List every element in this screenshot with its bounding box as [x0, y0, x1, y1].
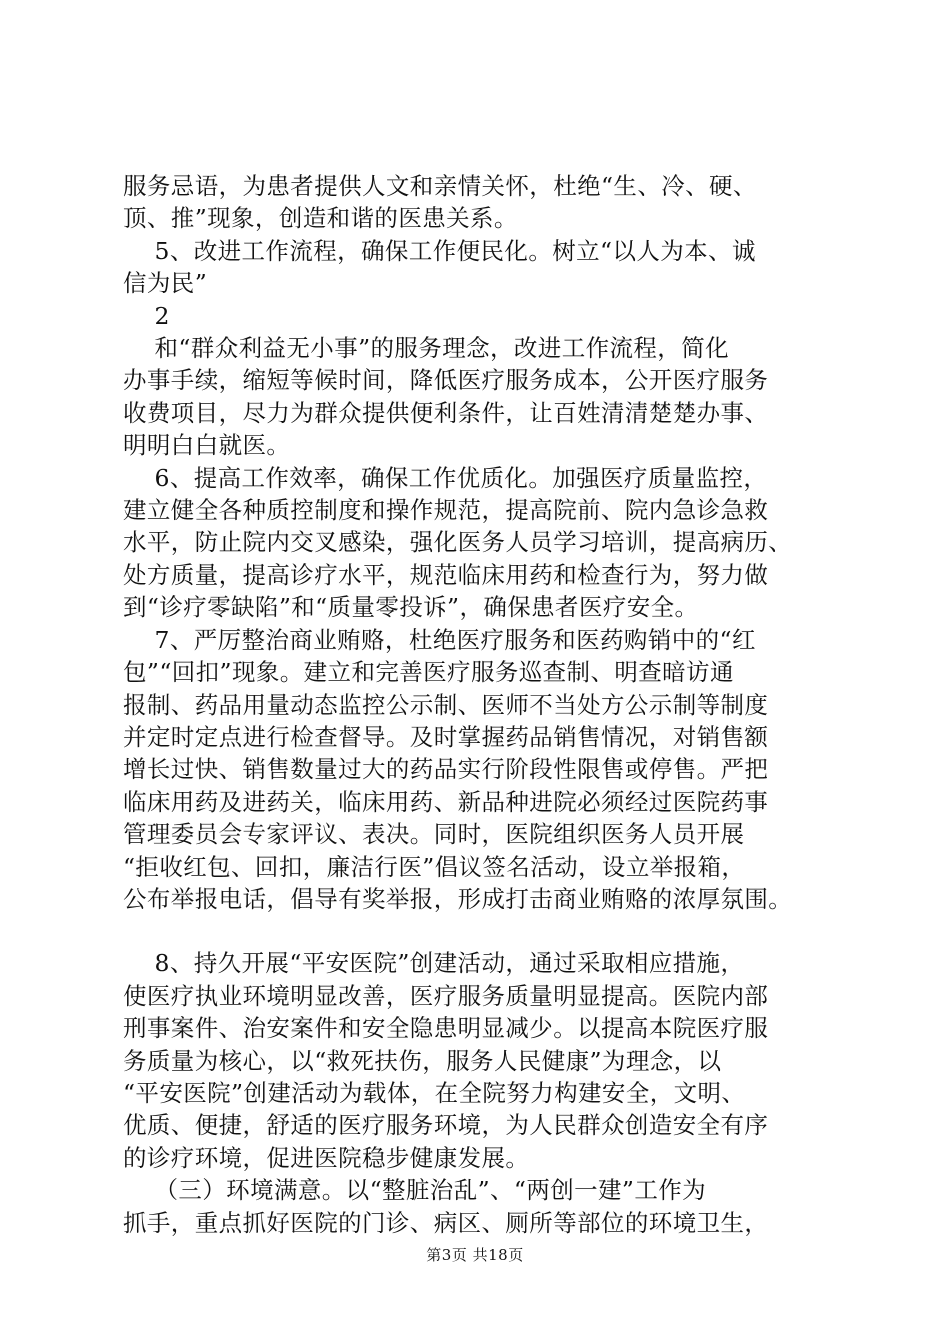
text-line: 包”“回扣”现象。建立和完善医疗服务巡查制、明查暗访通: [123, 658, 734, 687]
text-line: （三）环境满意。以“整脏治乱”、“两创一建”工作为: [123, 1176, 707, 1205]
text-line: 使医疗执业环境明显改善，医疗服务质量明显提高。医院内部: [123, 981, 769, 1010]
text-line: “拒收红包、回扣，廉洁行医”倡议签名活动，设立举报箱，: [123, 852, 746, 881]
text-line: 临床用药及进药关，临床用药、新品种进院必须经过医院药事: [123, 787, 769, 816]
text-line: 办事手续，缩短等候时间，降低医疗服务成本，公开医疗服务: [123, 366, 769, 395]
text-line: 增长过快、销售数量过大的药品实行阶段性限售或停售。严把: [123, 755, 769, 784]
text-line: 水平，防止院内交叉感染，强化医务人员学习培训，提高病历、: [123, 528, 793, 557]
text-line: 并定时定点进行检查督导。及时掌握药品销售情况，对销售额: [123, 722, 769, 751]
text-line: 公布举报电话，倡导有奖举报，形成打击商业贿赂的浓厚氛围。: [123, 884, 793, 913]
page-footer: 第3页 共18页: [426, 1246, 524, 1264]
text-line: 服务忌语，为患者提供人文和亲情关怀，杜绝“生、冷、硬、: [123, 172, 757, 200]
text-line: 报制、药品用量动态监控公示制、医师不当处方公示制等制度: [123, 690, 769, 719]
text-line: 管理委员会专家评议、表决。同时，医院组织医务人员开展: [123, 820, 745, 849]
text-line: 处方质量，提高诊疗水平，规范临床用药和检查行为，努力做: [123, 560, 769, 589]
text-line: 抓手，重点抓好医院的门诊、病区、厕所等部位的环境卫生，: [123, 1208, 769, 1237]
text-line: 到“诊疗零缺陷”和“质量零投诉”，确保患者医疗安全。: [123, 593, 699, 622]
text-line: 7、严厉整治商业贿赂，杜绝医疗服务和医药购销中的“红: [123, 625, 756, 654]
paragraph-gap: [123, 915, 843, 947]
text-line: 的诊疗环境，促进医院稳步健康发展。: [123, 1143, 530, 1172]
text-line: 明明白白就医。: [123, 431, 291, 460]
text-line: 2: [123, 301, 170, 330]
text-line: 收费项目，尽力为群众提供便利条件，让百姓清清楚楚办事、: [123, 398, 769, 427]
body-text: [123, 170, 843, 1239]
text-line: “平安医院”创建活动为载体，在全院努力构建安全，文明、: [123, 1078, 746, 1107]
text-line: 刑事案件、治安案件和安全隐患明显减少。以提高本院医疗服: [123, 1014, 769, 1043]
text-line: 5、改进工作流程，确保工作便民化。树立“以人为本、诚: [123, 236, 756, 265]
text-line: 6、提高工作效率，确保工作优质化。加强医疗质量监控，: [123, 463, 768, 492]
text-line: 顶、推”现象，创造和谐的医患关系。: [123, 204, 518, 233]
text-line: 务质量为核心，以“救死扶伤，服务人民健康”为理念，以: [123, 1046, 722, 1075]
text-line: 信为民”: [123, 269, 208, 298]
text-line: 建立健全各种质控制度和操作规范，提高院前、院内急诊急救: [123, 496, 769, 525]
text-line: 和“群众利益无小事”的服务理念，改进工作流程，简化: [123, 334, 730, 363]
text-line: 优质、便捷，舒适的医疗服务环境，为人民群众创造安全有序: [123, 1111, 769, 1140]
text-line: 8、持久开展“平安医院”创建活动，通过采取相应措施，: [123, 949, 745, 978]
